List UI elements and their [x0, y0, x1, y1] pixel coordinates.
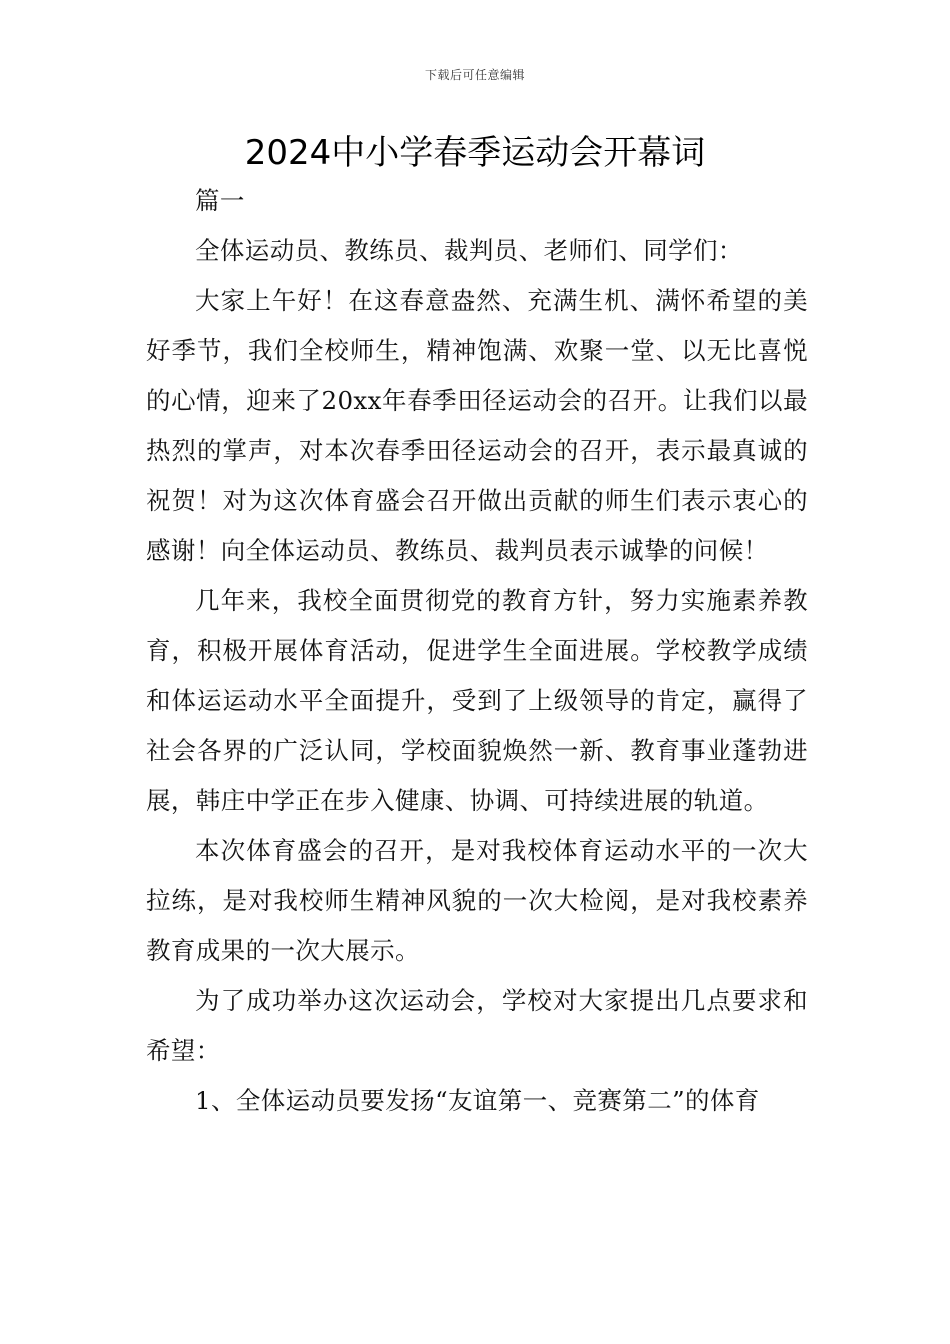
paragraph-significance: 本次体育盛会的召开，是对我校体育运动水平的一次大拉练，是对我校师生精神风貌的一次大检阅，是对我校素养教育成果的一次大展示。: [146, 836, 808, 965]
section-label: 篇一: [195, 186, 245, 215]
salutation: 全体运动员、教练员、裁判员、老师们、同学们：: [195, 236, 743, 265]
page-header-note: 下载后可任意编辑: [424, 68, 525, 82]
paragraph-greeting: 大家上午好！在这春意盎然、充满生机、满怀希望的美好季节，我们全校师生，精神饱满、欢聚一堂、以无比喜悦的心情，迎来了20xx年春季田径运动会的召开。让我们以最热烈的掌声，对本次春季田径运动会的召开，表示最真诚的祝贺！对为这次体育盛会召开做出贡献的师生们表示衷心的感谢！向全体运动员、教练员、裁判员表示诚挚的问候！: [146, 286, 808, 565]
paragraph-requirements-intro: 为了成功举办这次运动会，学校对大家提出几点要求和希望：: [146, 986, 808, 1065]
document-body: [146, 176, 808, 1126]
document-title: 2024中小学春季运动会开幕词: [244, 133, 706, 173]
paragraph-achievements: 几年来，我校全面贯彻党的教育方针，努力实施素养教育，积极开展体育活动，促进学生全面进展。学校教学成绩和体运运动水平全面提升，受到了上级领导的肯定，赢得了社会各界的广泛认同，学校面貌焕然一新、教育事业蓬勃进展，韩庄中学正在步入健康、协调、可持续进展的轨道。: [146, 586, 808, 815]
paragraph-requirement-1: 1、全体运动员要发扬“友谊第一、竞赛第二”的体育: [195, 1086, 760, 1115]
